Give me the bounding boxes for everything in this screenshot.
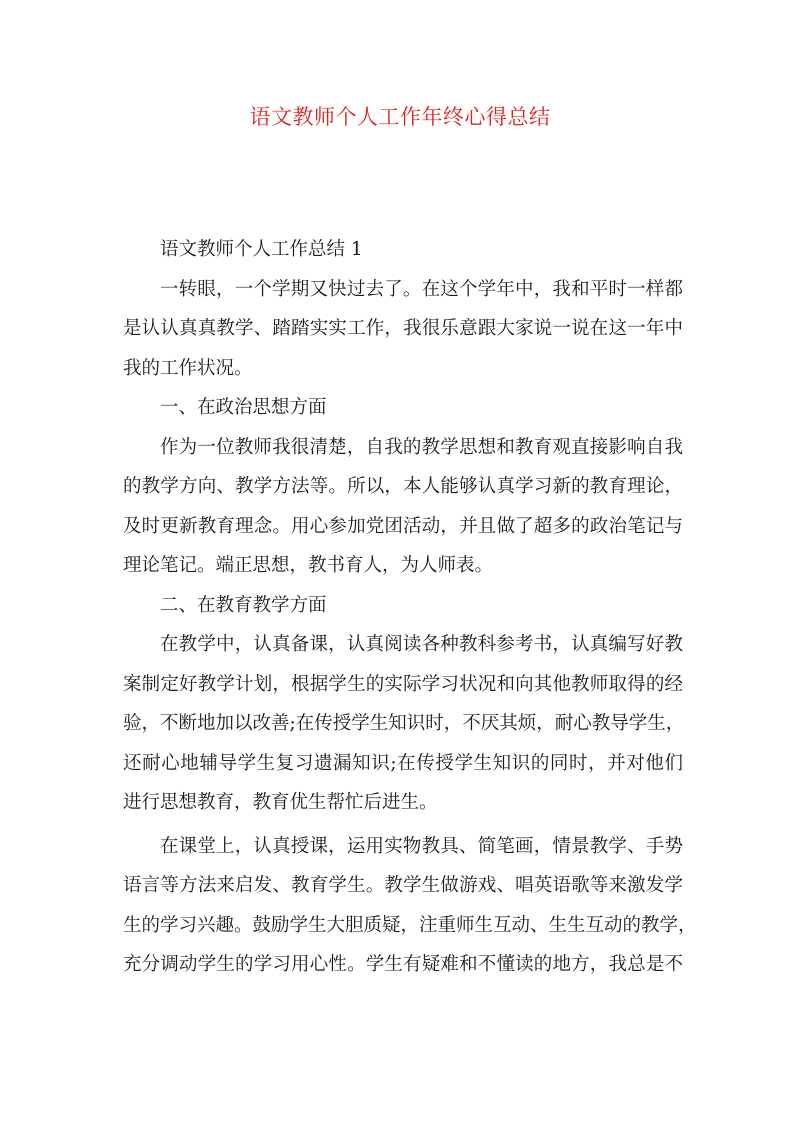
- text-line: 进行思想教育，教育优生帮忙后进生。: [123, 792, 438, 813]
- text-line: 语文教师个人工作总结 1: [160, 239, 363, 260]
- paragraph: [123, 827, 697, 985]
- text-line: 我的工作状况。: [123, 357, 253, 379]
- text-line: 的教学方向、教学方法等。所以，本人能够认真学习新的教育理论，: [123, 476, 683, 497]
- text-line: 验，不断地加以改善;在传授学生知识时，不厌其烦，耐心教导学生，: [123, 713, 685, 734]
- section-heading: [123, 586, 683, 626]
- document-title: 语文教师个人工作年终心得总结: [249, 105, 551, 129]
- document-body: [123, 230, 697, 985]
- paragraph: [123, 428, 683, 586]
- text-line: 作为一位教师我很清楚，自我的教学思想和教育观直接影响自我: [160, 436, 683, 458]
- text-line: 生的学习兴趣。鼓励学生大胆质疑，注重师生互动、生生互动的教学，: [123, 914, 697, 936]
- text-line: 在课堂上，认真授课，运用实物教具、简笔画，情景教学、手势: [160, 835, 683, 857]
- section-heading: [123, 388, 683, 428]
- text-line: 及时更新教育理念。用心参加党团活动，并且做了超多的政治笔记与: [123, 515, 683, 537]
- text-line: 二、在教育教学方面: [160, 594, 327, 616]
- paragraph: [123, 270, 683, 389]
- text-line: 理论笔记。端正思想，教书育人，为人师表。: [123, 555, 494, 576]
- section-heading: [123, 230, 683, 270]
- text-line: 语言等方法来启发、教育学生。教学生做游戏、唱英语歌等来激发学: [123, 875, 683, 896]
- text-line: 在教学中，认真备课，认真阅读各种教科参考书，认真编写好教: [160, 634, 683, 655]
- text-line: 案制定好教学计划，根据学生的实际学习状况和向其他教师取得的经: [123, 673, 683, 695]
- text-line: 一、在政治思想方面: [160, 397, 327, 418]
- text-line: 是认认真真教学、踏踏实实工作，我很乐意跟大家说一说在这一年中: [123, 318, 683, 339]
- paragraph: [123, 625, 683, 823]
- text-line: 还耐心地辅导学生复习遗漏知识;在传授学生知识的同时，并对他们: [123, 752, 683, 774]
- text-line: 一转眼，一个学期又快过去了。在这个学年中，我和平时一样都: [160, 278, 683, 300]
- text-line: 充分调动学生的学习用心性。学生有疑难和不懂读的地方，我总是不: [123, 954, 683, 975]
